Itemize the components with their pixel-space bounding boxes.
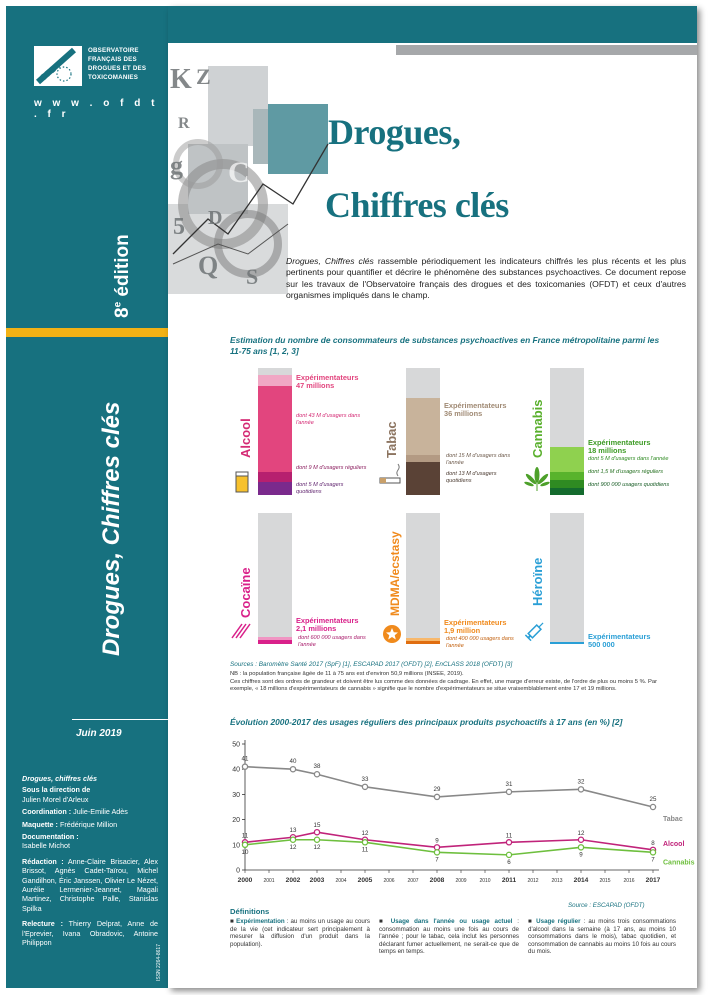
- data-label: 29: [433, 785, 441, 793]
- credit-label: Rédaction :: [22, 856, 64, 866]
- heroine-label: Héroïne: [530, 557, 545, 606]
- cannabis-leaf-icon: [524, 466, 550, 492]
- y-tick-label: 0: [236, 867, 240, 875]
- logo-line-1: OBSERVATOIRE: [88, 47, 139, 54]
- tabac-bar-quotidiens: [406, 462, 440, 495]
- data-point: [578, 837, 583, 842]
- cocaine-lines-icon: [230, 620, 252, 642]
- credit-label: Relecture :: [22, 919, 63, 929]
- data-point: [650, 850, 655, 855]
- divider: [72, 719, 168, 720]
- definition-term: Usage dans l'année ou usage actuel: [390, 918, 513, 925]
- logo-text: [88, 46, 146, 82]
- series-legend-label: Cannabis: [663, 859, 695, 867]
- tabac-label: Tabac: [384, 421, 399, 458]
- mdma-bar-bg: [406, 513, 440, 644]
- data-label: 11: [361, 846, 369, 854]
- data-label: 12: [289, 843, 297, 851]
- alcool-exp: [296, 374, 376, 391]
- credit-text: Isabelle Michot: [22, 841, 70, 851]
- section1-sources: Sources : Baromètre Santé 2017 (SpF) [1], ESCAPAD 2017 (OFDT) [2], EnCLASS 2018 (OFDT) [3]: [230, 661, 513, 668]
- data-label: 25: [649, 796, 657, 803]
- mdma-exp-label: Expérimentateurs: [444, 618, 507, 627]
- x-tick-label: 2008: [429, 877, 445, 884]
- tabac-exp-label: Expérimentateurs: [444, 401, 507, 410]
- cocaine-label: Cocaïne: [238, 567, 253, 618]
- cannabis-exp: [588, 439, 684, 456]
- data-point: [434, 794, 439, 799]
- data-label: 12: [577, 829, 585, 837]
- intro-italic: Drogues, Chiffres clés: [286, 256, 374, 266]
- data-label: 31: [505, 780, 513, 788]
- mdma-exp: [444, 619, 524, 636]
- series-legend-label: Tabac: [663, 816, 683, 823]
- doc-title: Drogues, chiffres clés: [22, 774, 97, 783]
- cannabis-exp-value: 18 millions: [588, 446, 627, 456]
- pill-icon: [382, 624, 402, 644]
- svg-text:K: K: [170, 64, 192, 95]
- credits: [22, 774, 158, 948]
- svg-text:g: g: [170, 151, 183, 180]
- data-point: [290, 837, 295, 842]
- data-label: 11: [241, 832, 249, 840]
- x-tick-label: 2011: [501, 877, 517, 884]
- tabac-exp: [444, 402, 524, 419]
- cannabis-reguliers: dont 1,5 M d'usagers réguliers: [588, 469, 664, 475]
- main-content: [168, 6, 697, 988]
- x-tick-label: 2006: [383, 878, 395, 884]
- data-point: [314, 772, 319, 777]
- credit-label: Documentation :: [22, 832, 79, 842]
- x-tick-label: 2000: [237, 877, 253, 884]
- mdma-label: MDMA/ecstasy: [388, 531, 402, 616]
- definition-3: ■ Usage régulier : au moins trois consommations d'alcool dans la semaine (à 17 ans, au moins 10 consommations dans le mois), tabac quotidien, et consommation de cannabis au moins 10 fois au cours du mois.: [528, 918, 676, 956]
- data-label: 33: [361, 775, 369, 783]
- svg-text:Q: Q: [198, 251, 219, 280]
- x-tick-label: 2009: [455, 878, 467, 884]
- x-tick-label: 2013: [551, 878, 563, 884]
- vertical-title: Drogues, Chiffres clés: [98, 401, 125, 656]
- data-label: 9: [579, 851, 583, 859]
- x-tick-label: 2010: [479, 878, 491, 884]
- credit-text: Julien Morel d'Arleux: [22, 794, 89, 804]
- data-point: [506, 840, 511, 845]
- series-legend-label: Alcool: [663, 840, 685, 848]
- x-tick-label: 2001: [263, 878, 275, 884]
- data-label: 10: [241, 848, 249, 856]
- title-line-1: Drogues,: [328, 112, 461, 152]
- y-tick-label: 50: [232, 741, 240, 749]
- x-tick-label: 2014: [573, 877, 589, 884]
- credit-text: Frédérique Million: [59, 819, 118, 829]
- mdma-exp-value: 1,9 million: [444, 626, 481, 636]
- ofdt-logo-icon: [34, 46, 82, 86]
- x-tick-label: 2007: [407, 878, 419, 884]
- definition-text: : au moins trois consommations d'alcool dans la semaine (à 17 ans, au moins 10 consommations dans le mois), tabac quotidien, et consommation de cannabis au moins 10 fois au cours du mois.: [528, 918, 676, 956]
- x-tick-label: 2015: [599, 878, 611, 884]
- grey-band: [396, 45, 697, 55]
- data-point: [290, 767, 295, 772]
- beer-glass-icon: [234, 468, 252, 494]
- definition-term: Usage régulier: [536, 918, 581, 925]
- data-point: [506, 789, 511, 794]
- cocaine-bar-annuel: [258, 640, 292, 644]
- svg-text:Z: Z: [196, 64, 211, 89]
- data-point: [242, 842, 247, 847]
- data-label: 15: [313, 822, 321, 830]
- definitions-title: Définitions: [230, 907, 270, 916]
- tabac-quotidiens: dont 13 M d'usagers quotidiens: [446, 471, 497, 484]
- credit-text: Anne-Claire Brisacier, Alex Brissot, Agnès Cadet-Taïrou, Michel Gandilhon, Éric Janssen, Olivier Le Nézet, Aurélie Lermenier-Jeannet, Magali Martinez, Christophe Palle, Stanislas Spilka: [22, 856, 158, 913]
- y-tick-label: 20: [232, 817, 240, 825]
- data-label: 9: [435, 837, 439, 845]
- heroine-exp-label: Expérimentateurs: [588, 632, 651, 641]
- data-label: 40: [289, 758, 297, 766]
- credit-text: Julie-Emilie Adès: [73, 807, 128, 817]
- data-point: [506, 852, 511, 857]
- cocaine-exp-value: 2,1 millions: [296, 624, 337, 634]
- svg-text:OFDT: OFDT: [37, 59, 63, 84]
- intro-text: rassemble périodiquement les indicateurs chiffrés les plus récents et les plus pertinents pour quantifier et décrire le phénomène des substances psychoactives. Ce document repose sur les travaux de l'Observatoire français des drogues et des toxicomanies (OFDT) et ceux d'autres organismes impliqués dans le champ.: [286, 256, 686, 301]
- cannabis-quotidiens: dont 900 000 usagers quotidiens: [588, 482, 670, 488]
- cocaine-bar-bg: [258, 513, 292, 644]
- line-chart: [223, 734, 695, 904]
- cannabis-bar-quotidiens: [550, 488, 584, 495]
- logo-line-3: DROGUES ET DES: [88, 65, 147, 72]
- x-tick-label: 2017: [645, 877, 661, 884]
- alcool-reguliers: dont 9 M d'usagers réguliers: [296, 465, 367, 471]
- data-label: 12: [313, 843, 321, 851]
- x-tick-label: 2002: [285, 877, 301, 884]
- data-label: 8: [651, 839, 655, 847]
- data-point: [362, 784, 367, 789]
- definition-term: Expérimentation: [236, 918, 285, 925]
- data-label: 11: [505, 832, 513, 840]
- syringe-icon: [524, 618, 548, 642]
- data-label: 7: [435, 856, 439, 864]
- data-point: [314, 830, 319, 835]
- data-label: 7: [651, 856, 655, 864]
- series-line-tabac: [245, 767, 653, 807]
- issn: ISSN 2264-8617: [156, 944, 162, 981]
- credit-label: Maquette :: [22, 819, 58, 829]
- credit-text: Thierry Delprat, Anne de l'Eprevier, Ivana Obradovic, Antoine Philippon: [22, 919, 158, 948]
- data-label: 41: [241, 755, 249, 763]
- section1-nb2: Ces chiffres sont des ordres de grandeur et doivent être lus comme des données de cadrage. En effet, une marge d'erreur existe, de l'ordre de plus ou moins 5 %. Par exemple, « 18 millions d'expérimentateurs de cannabis » signifie que le nombre d'expérimentateurs se situe vraisemblablement entre 17 et 19 millions.: [230, 679, 658, 693]
- ofdt-logo: [34, 46, 82, 86]
- title-line-2: Chiffres clés: [325, 185, 509, 225]
- mdma-annuel: dont 400 000 usagers dans l'année: [446, 636, 514, 649]
- alcool-exp-label: Expérimentateurs: [296, 373, 359, 382]
- cannabis-annuel: dont 5 M d'usagers dans l'année: [588, 456, 669, 462]
- x-tick-label: 2016: [623, 878, 635, 884]
- data-point: [434, 850, 439, 855]
- definition-1: ■ Expérimentation : au moins un usage au cours de la vie (cet indicateur sert principalement à mesurer la diffusion d'un produit dans la population).: [230, 918, 370, 948]
- credit-label: Sous la direction de: [22, 785, 91, 795]
- alcool-exp-value: 47 millions: [296, 381, 335, 391]
- x-tick-label: 2003: [309, 877, 325, 884]
- data-point: [362, 840, 367, 845]
- cannabis-exp-label: Expérimentateurs: [588, 438, 651, 447]
- definition-text: : consommation au moins une fois au cours de l'année ; pour le tabac, cela inclut les personnes déclarant fumer actuellement, ne serait-ce que de temps en temps.: [379, 918, 519, 956]
- svg-text:D: D: [208, 207, 223, 229]
- alcool-label: Alcool: [238, 418, 253, 458]
- intro-paragraph: [286, 256, 686, 302]
- data-point: [242, 764, 247, 769]
- data-label: 6: [507, 858, 511, 866]
- heroine-bar-bg: [550, 513, 584, 644]
- data-point: [650, 804, 655, 809]
- definition-text: : au moins un usage au cours de la vie (cet indicateur sert principalement à mesurer la diffusion d'un produit dans la population).: [230, 918, 370, 948]
- svg-text:C: C: [228, 156, 250, 189]
- cocaine-exp: [296, 617, 376, 634]
- y-tick-label: 40: [232, 766, 240, 774]
- heroine-bar-exp: [550, 642, 584, 644]
- x-tick-label: 2004: [335, 878, 347, 884]
- heroine-exp-value: 500 000: [588, 640, 615, 650]
- alcool-bar-quotidiens: [258, 482, 292, 495]
- data-label: 12: [361, 829, 369, 837]
- data-label: 38: [313, 763, 321, 771]
- data-label: 32: [577, 778, 585, 786]
- section2-source: Source : ESCAPAD (OFDT): [568, 902, 645, 909]
- data-point: [314, 837, 319, 842]
- logo-line-4: TOXICOMANIES: [88, 74, 139, 81]
- x-tick-label: 2005: [357, 877, 373, 884]
- section2-title: Évolution 2000-2017 des usages réguliers des principaux produits psychoactifs à 17 ans (en %) [2]: [230, 717, 623, 727]
- top-band: [168, 6, 697, 43]
- alcool-annuel: dont 43 M d'usagers dans l'année: [296, 413, 361, 426]
- data-point: [578, 787, 583, 792]
- cannabis-label: Cannabis: [530, 399, 545, 458]
- section1-title: Estimation du nombre de consommateurs de substances psychoactives en France métropolitaine parmi les 11-75 ans [1, 2, 3]: [230, 335, 660, 356]
- mdma-bar-annuel: [406, 641, 440, 644]
- alcool-quotidiens: dont 5 M d'usagers quotidiens: [296, 482, 344, 495]
- data-label: 13: [289, 827, 297, 835]
- tabac-exp-value: 36 millions: [444, 409, 483, 419]
- y-tick-label: 30: [232, 791, 240, 799]
- sidebar: [6, 6, 168, 988]
- definition-2: ■ Usage dans l'année ou usage actuel : consommation au moins une fois au cours de l'année ; pour le tabac, cela inclut les personnes déclarant fumer actuellement, ne serait-ce que de temps en temps.: [379, 918, 519, 956]
- section1-nb1: NB : la population française âgée de 11 à 75 ans est d'environ 50,9 millions (INSEE, 2019).: [230, 671, 464, 677]
- cocaine-annuel: dont 600 000 usagers dans l'année: [298, 635, 366, 648]
- logo-line-2: FRANÇAIS DES: [88, 56, 137, 63]
- website-url[interactable]: w w w . o f d t . f r: [34, 98, 159, 120]
- y-tick-label: 10: [232, 842, 240, 850]
- edition-label: 8e édition: [112, 234, 133, 318]
- svg-text:R: R: [178, 115, 190, 132]
- svg-text:S: S: [246, 264, 259, 289]
- x-tick-label: 2012: [527, 878, 539, 884]
- cigarette-icon: [376, 464, 404, 488]
- credit-label: Coordination :: [22, 807, 72, 817]
- data-point: [578, 845, 583, 850]
- publication-date: Juin 2019: [76, 728, 122, 739]
- cocaine-exp-label: Expérimentateurs: [296, 616, 359, 625]
- heroine-exp: [588, 633, 668, 650]
- accent-stripe: [6, 328, 168, 337]
- svg-text:5: 5: [173, 214, 185, 240]
- tabac-annuel: dont 15 M d'usagers dans l'année: [446, 453, 511, 466]
